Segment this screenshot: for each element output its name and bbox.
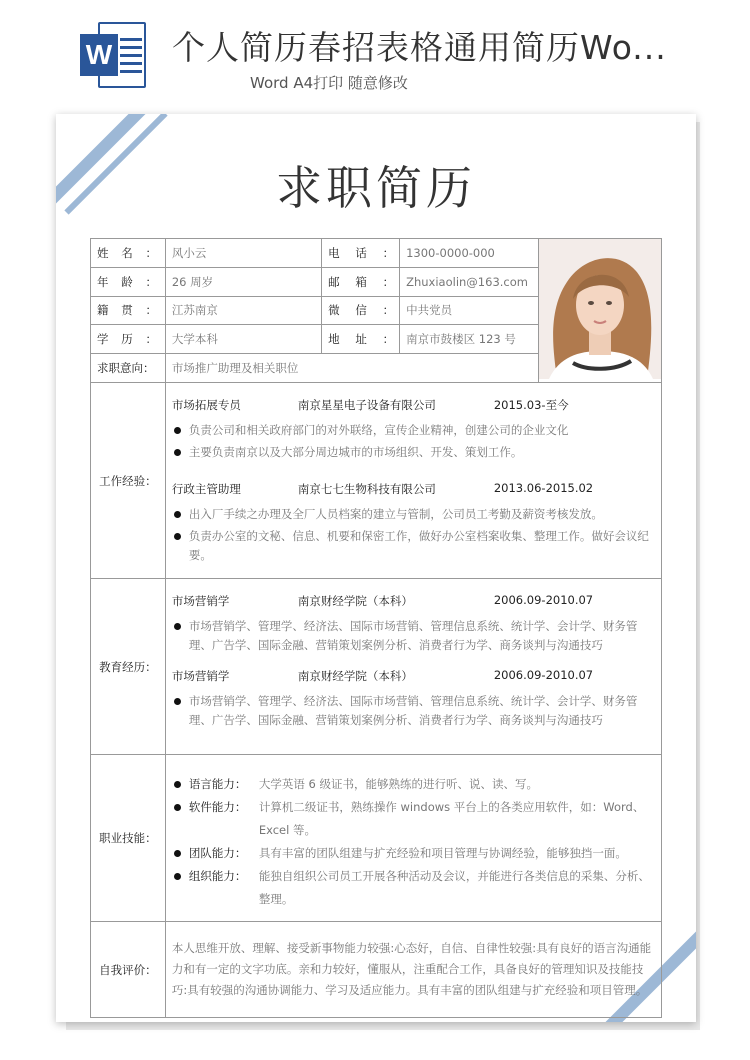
profile-photo xyxy=(538,239,661,383)
job-period: 2013.06-2015.02 xyxy=(493,481,594,495)
age-label: 年龄： xyxy=(91,267,166,296)
edu-school: 南京财经学院（本科） xyxy=(297,669,413,683)
job-title: 行政主管助理 xyxy=(171,482,241,496)
word-doc-icon xyxy=(80,20,146,90)
age-value: 26 周岁 xyxy=(165,267,321,296)
job-bullet: 负责公司和相关政府部门的对外联络，宣传企业精神，创建公司的企业文化 xyxy=(172,421,653,440)
skill-item xyxy=(172,796,653,842)
phone-value: 1300-0000-000 xyxy=(400,239,539,268)
education-label: 学历： xyxy=(91,325,166,354)
skills-section xyxy=(165,755,661,922)
skill-name: 软件能力： xyxy=(188,800,247,814)
skill-name: 语言能力： xyxy=(188,777,247,791)
skills-label: 职业技能： xyxy=(91,755,166,922)
edu-major: 市场营销学 xyxy=(171,669,230,683)
education-history-label: 教育经历： xyxy=(91,579,166,755)
job-intent-value: 市场推广助理及相关职位 xyxy=(165,354,538,383)
resume-table xyxy=(90,238,662,1018)
wechat-label: 微信： xyxy=(322,296,400,325)
skill-name: 团队能力： xyxy=(188,846,247,860)
name-value: 风小云 xyxy=(165,239,321,268)
job-intent-label: 求职意向： xyxy=(91,354,166,383)
edu-major: 市场营销学 xyxy=(171,594,230,608)
job-bullet: 出入厂手续之办理及全厂人员档案的建立与管制，公司员工考勤及薪资考核发放。 xyxy=(172,505,653,524)
job-header xyxy=(172,481,653,497)
edu-courses: 市场营销学、管理学、经济法、国际市场营销、管理信息系统、统计学、会计学、财务管理、广告学、国际金融、营销策划案例分析、消费者行为学、商务谈判与沟通技巧 xyxy=(172,692,653,730)
job-title: 市场拓展专员 xyxy=(171,398,241,412)
job-period: 2015.03-至今 xyxy=(493,398,569,412)
edu-header xyxy=(172,593,653,609)
job-company: 南京七七生物科技有限公司 xyxy=(297,482,436,496)
skill-item xyxy=(172,773,653,796)
edu-school: 南京财经学院（本科） xyxy=(297,594,413,608)
email-label: 邮箱： xyxy=(322,267,400,296)
page-title: 个人简历春招表格通用简历Wo... xyxy=(172,28,667,67)
address-label: 地址： xyxy=(322,325,400,354)
skill-desc: 计算机二级证书，熟练操作 windows 平台上的各类应用软件，如：Word、Excel 等。 xyxy=(258,800,645,837)
email-value: Zhuxiaolin@163.com xyxy=(400,267,539,296)
portrait-image xyxy=(539,239,661,379)
job-company: 南京星星电子设备有限公司 xyxy=(297,398,436,412)
page-subtitle: Word A4打印 随意修改 xyxy=(250,74,408,92)
resume-title: 求职简历 xyxy=(276,161,476,215)
skill-name: 组织能力： xyxy=(188,869,247,883)
edu-header xyxy=(172,668,653,684)
resume-paper xyxy=(56,114,696,1022)
education-history-section xyxy=(165,579,661,755)
skill-desc: 大学英语 6 级证书，能够熟练的进行听、说、读、写。 xyxy=(258,777,538,791)
work-experience-section xyxy=(165,383,661,579)
job-bullet: 负责办公室的文秘、信息、机要和保密工作，做好办公室档案收集、整理工作。做好会议纪要。 xyxy=(172,527,653,565)
origin-label: 籍贯： xyxy=(91,296,166,325)
edu-courses: 市场营销学、管理学、经济法、国际市场营销、管理信息系统、统计学、会计学、财务管理、广告学、国际金融、营销策划案例分析、消费者行为学、商务谈判与沟通技巧 xyxy=(172,617,653,655)
skill-desc: 能独自组织公司员工开展各种活动及会议，并能进行各类信息的采集、分析、整理。 xyxy=(258,869,650,906)
word-badge-icon: W xyxy=(80,34,118,76)
skill-item xyxy=(172,842,653,865)
wechat-value: 中共党员 xyxy=(400,296,539,325)
edu-period: 2006.09-2010.07 xyxy=(493,593,594,607)
origin-value: 江苏南京 xyxy=(165,296,321,325)
address-value: 南京市鼓楼区 123 号 xyxy=(400,325,539,354)
job-header xyxy=(172,397,653,413)
self-evaluation-text: 本人思维开放、理解、接受新事物能力较强:心态好，自信、自律性较强:具有良好的语言沟通能力和有一定的文字功底。亲和力较好，懂服从，注重配合工作，具备良好的管理知识及技能技巧:具有较强的沟通协调能力、学习及适应能力。具有丰富的团队组建与扩充经验和项目管理。 xyxy=(165,922,661,1018)
skill-desc: 具有丰富的团队组建与扩充经验和项目管理与协调经验，能够独挡一面。 xyxy=(258,846,627,860)
self-evaluation-label: 自我评价： xyxy=(91,922,166,1018)
skill-item xyxy=(172,865,653,911)
name-label: 姓名： xyxy=(91,239,166,268)
phone-label: 电话： xyxy=(322,239,400,268)
work-experience-label: 工作经验： xyxy=(91,383,166,579)
education-value: 大学本科 xyxy=(165,325,321,354)
header xyxy=(0,0,750,108)
edu-period: 2006.09-2010.07 xyxy=(493,668,594,682)
job-bullet: 主要负责南京以及大部分周边城市的市场组织、开发、策划工作。 xyxy=(172,443,653,462)
